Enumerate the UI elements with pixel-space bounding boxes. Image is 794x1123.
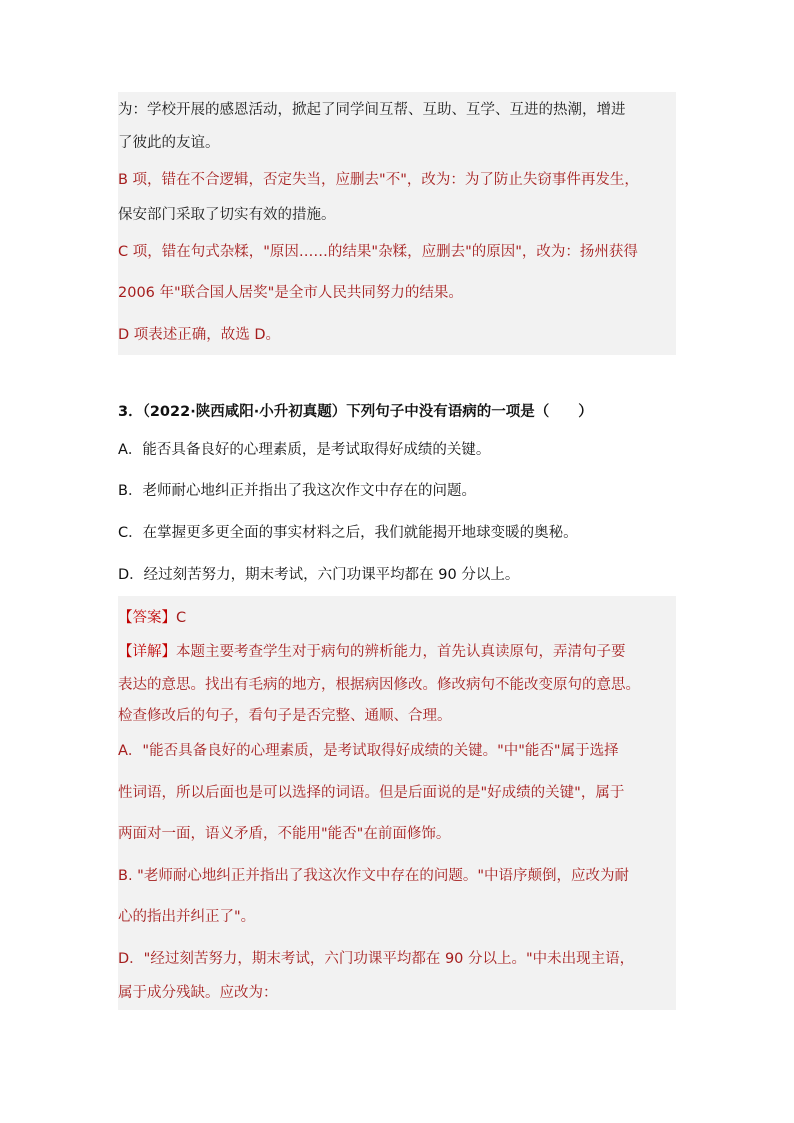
answer-line bbox=[118, 609, 186, 627]
explanation-line: B 项，错在不合逻辑，否定失当，应删去"不"，改为：为了防止失窃事件再发生， bbox=[118, 172, 639, 188]
question-option-a: A．能否具备良好的心理素质，是考试取得好成绩的关键。 bbox=[118, 442, 491, 458]
answer-value: C bbox=[176, 610, 187, 626]
question-option-b: B．老师耐心地纠正并指出了我这次作文中存在的问题。 bbox=[118, 483, 476, 499]
detail-line: 表达的意思。找出有毛病的地方，根据病因修改。修改病句不能改变原句的意思。 bbox=[118, 677, 640, 693]
question-stem: 3．（2022·陕西咸阳·小升初真题）下列句子中没有语病的一项是（ ） bbox=[118, 404, 593, 420]
question-option-c: C．在掌握更多更全面的事实材料之后，我们就能揭开地球变暖的奥秘。 bbox=[118, 525, 578, 541]
detail-line: B. "老师耐心地纠正并指出了我这次作文中存在的问题。"中语序颠倒，应改为耐 bbox=[118, 868, 630, 884]
explanation-line: 为：学校开展的感恩活动，掀起了同学间互帮、互助、互学、互进的热潮，增进 bbox=[118, 102, 626, 118]
explanation-line: 保安部门采取了切实有效的措施。 bbox=[118, 207, 336, 223]
answer-tag: 【答案】 bbox=[118, 610, 176, 626]
detail-line: D．"经过刻苦努力，期末考试，六门功课平均都在 90 分以上。"中未出现主语， bbox=[118, 951, 635, 967]
explanation-line: 了彼此的友谊。 bbox=[118, 135, 220, 151]
answer-block bbox=[118, 596, 676, 1010]
detail-line: 两面对一面，语义矛盾，不能用"能否"在前面修饰。 bbox=[118, 826, 451, 842]
detail-line bbox=[118, 643, 626, 661]
question-option-d: D．经过刻苦努力，期末考试，六门功课平均都在 90 分以上。 bbox=[118, 567, 520, 583]
explanation-block-top bbox=[118, 92, 676, 355]
explanation-line: D 项表述正确，故选 D。 bbox=[118, 327, 281, 343]
explanation-line: 2006 年"联合国人居奖"是全市人民共同努力的结果。 bbox=[118, 285, 463, 301]
detail-line: 检查修改后的句子，看句子是否完整、通顺、合理。 bbox=[118, 708, 452, 724]
detail-line: A．"能否具备良好的心理素质，是考试取得好成绩的关键。"中"能否"属于选择 bbox=[118, 743, 619, 759]
detail-tag: 【详解】 bbox=[118, 644, 176, 660]
detail-text: 本题主要考查学生对于病句的辨析能力，首先认真读原句，弄清句子要 bbox=[176, 644, 626, 660]
detail-line: 属于成分残缺。应改为： bbox=[118, 985, 278, 1001]
detail-line: 性词语，所以后面也是可以选择的词语。但是后面说的是"好成绩的关键"，属于 bbox=[118, 785, 625, 801]
explanation-line: C 项，错在句式杂糅，"原因……的结果"杂糅，应删去"的原因"，改为：扬州获得 bbox=[118, 244, 638, 260]
detail-line: 心的指出并纠正了"。 bbox=[118, 909, 256, 925]
